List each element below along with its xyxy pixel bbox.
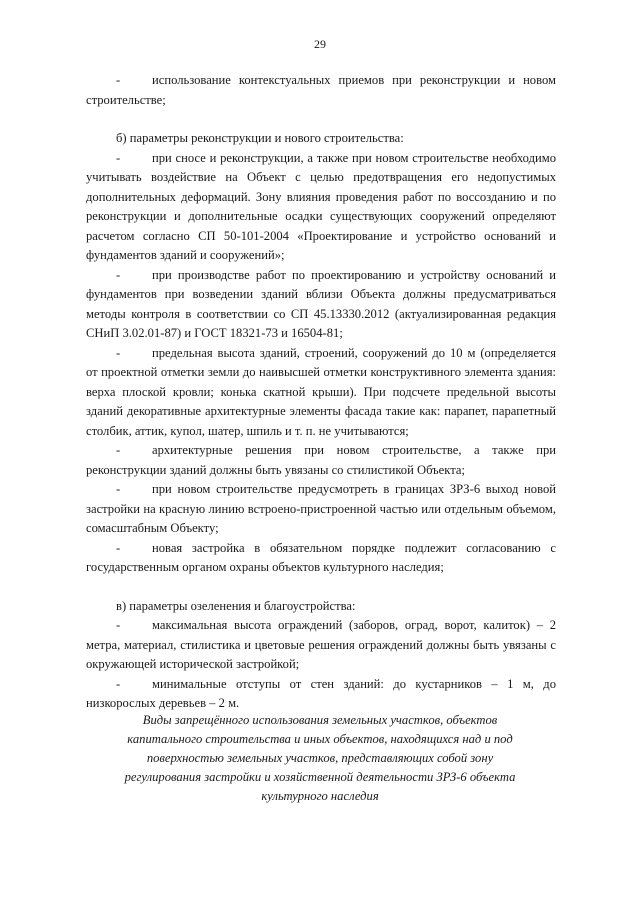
paragraph-fences bbox=[86, 616, 556, 675]
bullet-dash: - bbox=[116, 482, 121, 496]
paragraph-text: максимальная высота ограждений (заборов, оград, ворот, калиток) – 2 метра, материал, стилистика и цветовые решения ограждений должны быть увязаны с окружающей исторической застройкой; bbox=[86, 618, 556, 671]
paragraph-text: архитектурные решения при новом строительстве, а также при реконструкции зданий должны быть увязаны со стилистикой Объекта; bbox=[86, 443, 556, 477]
paragraph-text: при сносе и реконструкции, а также при новом строительстве необходимо учитывать воздействие на Объект с целью предотвращения его недопустимых дополнительных деформаций. Зону влияния проведения работ по воссозданию и по реконструкции и дополнительные осадки существующих сооружений определяют расчетом согласно СП 50-101-2004 «Проектирование и устройство оснований и фундаментов зданий и сооружений»; bbox=[86, 150, 556, 262]
paragraph-contextual-techniques bbox=[86, 71, 556, 110]
subsection-v-title: в) параметры озеленения и благоустройства: bbox=[116, 598, 356, 613]
paragraph-text: при производстве работ по проектированию и устройству оснований и фундаментов при возведении зданий вблизи Объекта должны предусматриваться методы контроля в соответствии со СП 45.13330.2012 (актуализированная редакция СНиП 3.02.01-87) и ГОСТ 18321-73 и 16504-81; bbox=[86, 267, 556, 340]
subsection-b-title: б) параметры реконструкции и нового строительства: bbox=[116, 131, 404, 145]
bullet-dash: - bbox=[116, 676, 121, 691]
paragraph-setbacks bbox=[86, 675, 556, 714]
bullet-dash: - bbox=[116, 345, 121, 360]
paragraph-foundations bbox=[86, 266, 556, 344]
paragraph-text: предельная высота зданий, строений, сооружений до 10 м (определяется от проектной отметки земли до наивысшей отметки конструктивного элемента здания: верха плоской кровли; конька скатной крыши). При подсчете предельной высоты зданий декоративные архитектурные элементы фасада такие как: парапет, парапетный столбик, аттик, купол, шатер, шпиль и т. п. не учитываются; bbox=[86, 345, 556, 438]
paragraph-text: минимальные отступы от стен зданий: до кустарников – 1 м, до низкорослых деревьев – 2 м. bbox=[86, 676, 556, 710]
bullet-dash: - bbox=[116, 618, 121, 632]
page-number: 29 bbox=[314, 37, 326, 51]
bullet-dash: - bbox=[116, 267, 121, 282]
body-text bbox=[86, 71, 556, 714]
paragraph-text: новая застройка в обязательном порядке подлежит согласованию с государственным органом охраны объектов культурного наследия; bbox=[86, 540, 556, 574]
paragraph-max-height bbox=[86, 344, 556, 442]
section-heading: Виды запрещённого использования земельных участков, объектов капитального строительства и иных объектов, находящихся над и под поверхностью земельных участков, представляющих собой зону регулирования застройки и хозяйственной деятельности ЗРЗ-6 объекта культурного наследия bbox=[124, 713, 516, 803]
paragraph-approval bbox=[86, 539, 556, 578]
paragraph-text: при новом строительстве предусмотреть в границах ЗРЗ-6 выход новой застройки на красную линию встроено-пристроенной частью или отдельным объемом, сомасштабным Объекту; bbox=[86, 482, 556, 535]
bullet-dash: - bbox=[116, 73, 121, 87]
bullet-dash: - bbox=[116, 150, 121, 165]
bullet-dash: - bbox=[116, 443, 121, 457]
paragraph-architecture bbox=[86, 441, 556, 480]
paragraph-demolition bbox=[86, 149, 556, 266]
paragraph-text: использование контекстуальных приемов при реконструкции и новом строительстве; bbox=[86, 73, 556, 107]
bullet-dash: - bbox=[116, 540, 121, 555]
paragraph-new-building bbox=[86, 480, 556, 539]
